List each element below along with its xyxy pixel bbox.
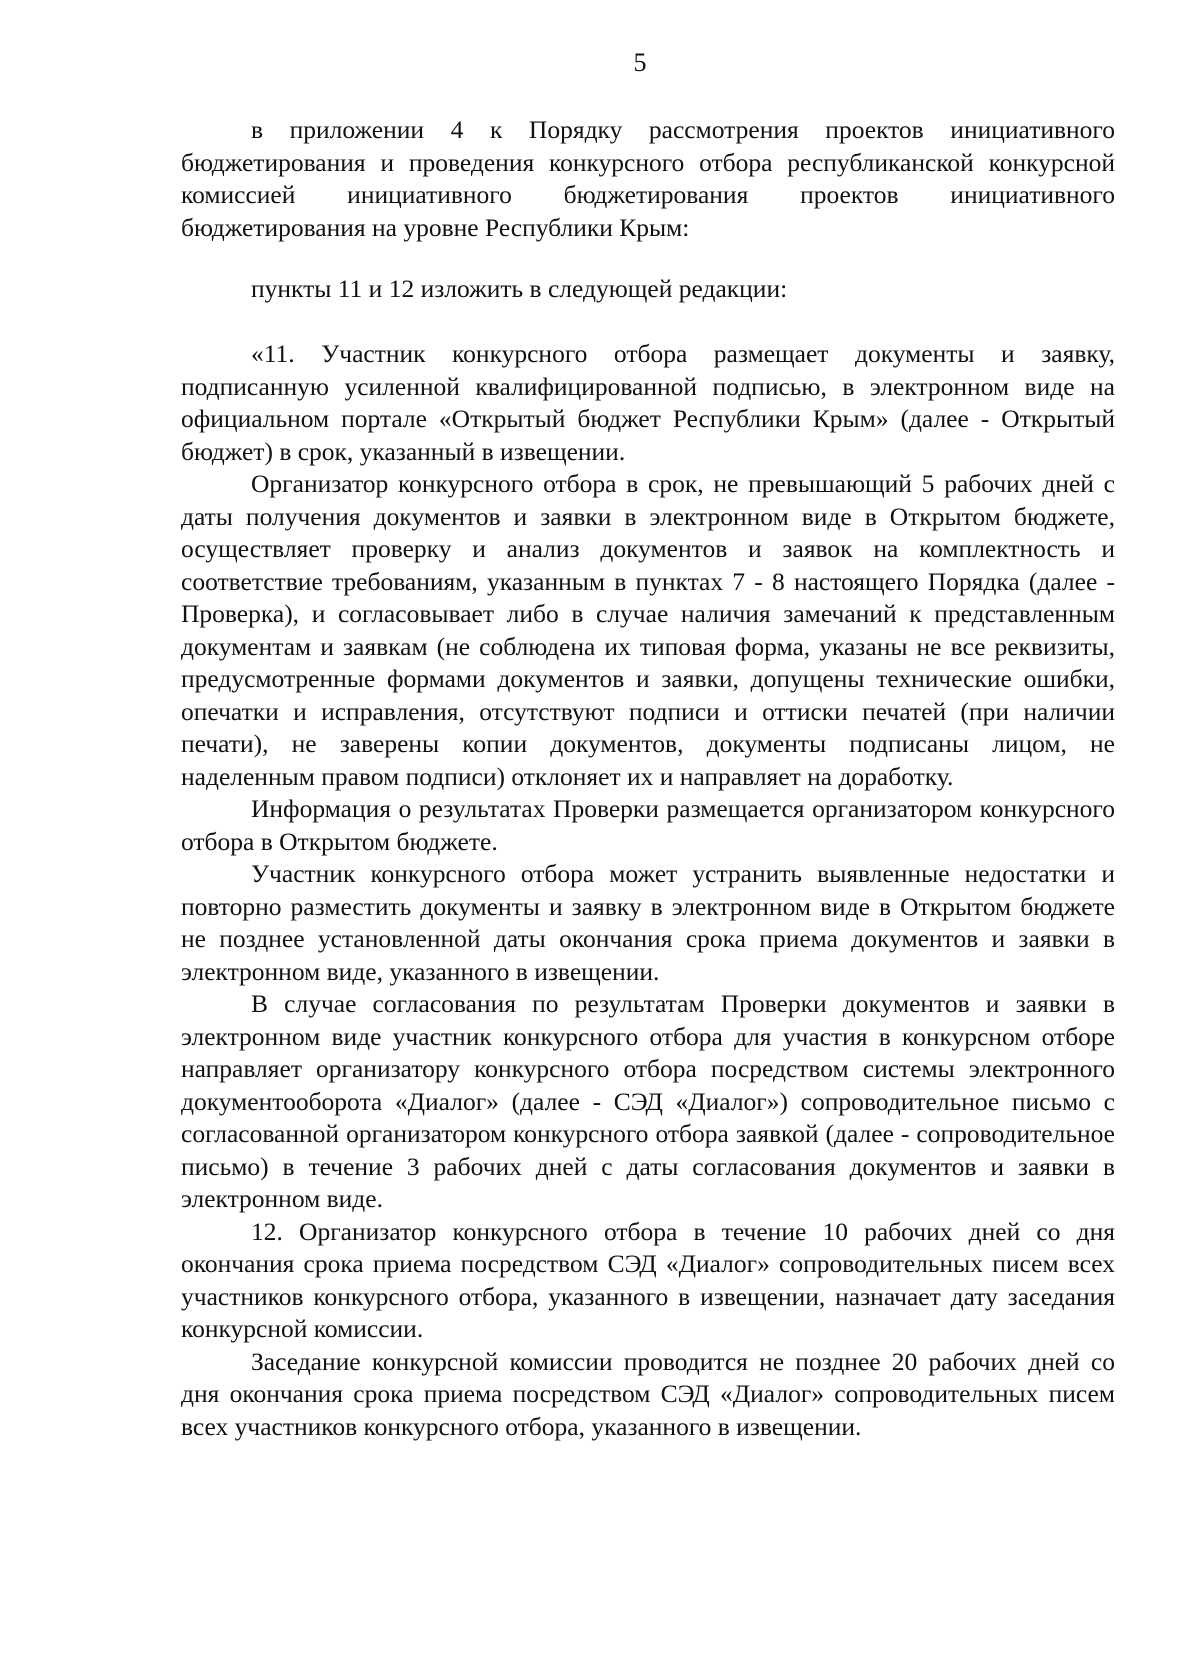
- paragraph-11-intro: «11. Участник конкурсного отбора размещает документы и заявку, подписанную усиленной квалифицированной подписью, в электронном виде на официальном портале «Открытый бюджет Республики Крым» (далее - Открытый бюджет) в срок, указанный в извещении.: [181, 339, 1115, 466]
- intro-paragraph: в приложении 4 к Порядку рассмотрения проектов инициативного бюджетирования и проведения конкурсного отбора республиканской конкурсной комиссией инициативного бюджетирования проектов инициативного бюджетирования на уровне Республики Крым:: [181, 115, 1115, 242]
- paragraph-approval-letter: В случае согласования по результатам Проверки документов и заявки в электронном виде участник конкурсного отбора для участия в конкурсном отборе направляет организатору конкурсного отбора посредством системы электронного документооборота «Диалог» (далее - СЭД «Диалог») сопроводительное письмо с согласованной организатором конкурсного отбора заявкой (далее - сопроводительное письмо) в течение 3 рабочих дней с даты согласования документов и заявки в электронном виде.: [181, 989, 1115, 1213]
- paragraph-12-meeting-date: 12. Организатор конкурсного отбора в течение 10 рабочих дней со дня окончания срока приема посредством СЭД «Диалог» сопроводительных писем всех участников конкурсного отбора, указанного в извещении, назначает дату заседания конкурсной комиссии.: [181, 1216, 1115, 1343]
- paragraph-check-results: Информация о результатах Проверки размещается организатором конкурсного отбора в Открытом бюджете.: [181, 794, 1115, 856]
- paragraph-fix-deficiencies: Участник конкурсного отбора может устранить выявленные недостатки и повторно разместить документы и заявку в электронном виде в Открытом бюджете не позднее установленной даты окончания срока приема документов и заявки в электронном виде, указанного в извещении.: [181, 859, 1115, 986]
- instruction-paragraph-block: [181, 273, 1115, 306]
- page-number: 5: [633, 48, 647, 77]
- instruction-paragraph: пункты 11 и 12 изложить в следующей редакции:: [251, 274, 788, 303]
- paragraph-organizer-check: Организатор конкурсного отбора в срок, не превышающий 5 рабочих дней с даты получения документов и заявки в электронном виде в Открытом бюджете, осуществляет проверку и анализ документов и заявок на комплектность и соответствие требованиям, указанным в пунктах 7 - 8 настоящего Порядка (далее - Проверка), и согласовывает либо в случае наличия замечаний к представленным документам и заявкам (не соблюдена их типовая форма, указаны не все реквизиты, предусмотренные формами документов и заявки, допущены технические ошибки, опечатки и исправления, отсутствуют подписи и оттиски печатей (при наличии печати), не заверены копии документов, документы подписаны лицом, не наделенным правом подписи) отклоняет их и направляет на доработку.: [181, 469, 1115, 791]
- paragraph-meeting-deadline: Заседание конкурсной комиссии проводится не позднее 20 рабочих дней со дня окончания срока приема посредством СЭД «Диалог» сопроводительных писем всех участников конкурсного отбора, указанного в извещении.: [181, 1346, 1115, 1441]
- intro-paragraph-block: [181, 114, 1115, 244]
- amendment-text-block: [181, 338, 1115, 1443]
